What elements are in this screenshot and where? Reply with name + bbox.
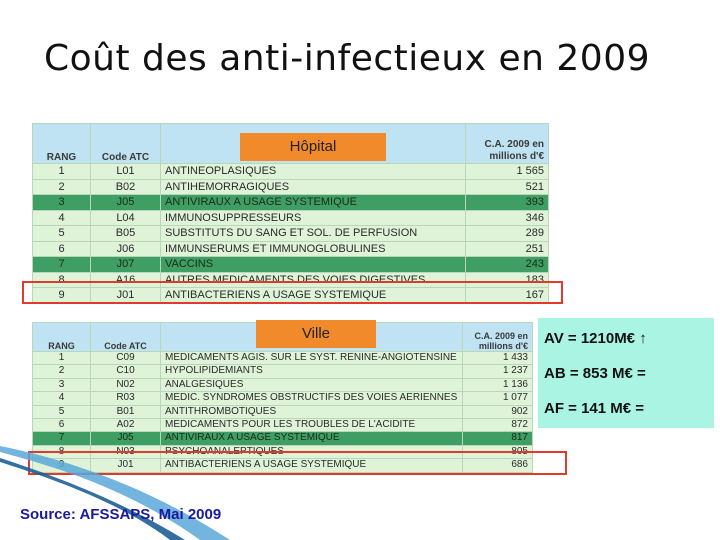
rank-cell: 5 <box>33 226 91 242</box>
value-cell: 521 <box>466 179 549 195</box>
value-cell: 167 <box>466 288 549 304</box>
name-cell: MEDIC. SYNDROMES OBSTRUCTIFS DES VOIES AERIENNES <box>161 392 463 405</box>
hospital-label: Hôpital <box>240 133 386 161</box>
code-cell: B05 <box>91 226 161 242</box>
summary-av: AV = 1210M€ ↑ <box>544 330 647 347</box>
header-code-atc: Code ATC <box>91 323 161 352</box>
name-cell: VACCINS <box>161 257 466 273</box>
rank-cell: 5 <box>33 405 91 418</box>
rank-cell: 6 <box>33 419 91 432</box>
value-cell: 1 565 <box>466 164 549 180</box>
name-cell: ANTITHROMBOTIQUES <box>161 405 463 418</box>
rank-cell: 8 <box>33 272 91 288</box>
name-cell: MEDICAMENTS POUR LES TROUBLES DE L'ACIDITE <box>161 419 463 432</box>
value-cell: 1 136 <box>463 378 533 391</box>
name-cell: SUBSTITUTS DU SANG ET SOL. DE PERFUSION <box>161 226 466 242</box>
code-cell: C10 <box>91 365 161 378</box>
rank-cell: 4 <box>33 392 91 405</box>
rank-cell: 4 <box>33 210 91 226</box>
value-cell: 243 <box>466 257 549 273</box>
value-cell: 902 <box>463 405 533 418</box>
header-ca-2009: C.A. 2009 en millions d'€ <box>463 323 533 352</box>
rank-cell: 3 <box>33 378 91 391</box>
code-cell: J01 <box>91 288 161 304</box>
code-cell: J07 <box>91 257 161 273</box>
name-cell: ANTINEOPLASIQUES <box>161 164 466 180</box>
rank-cell: 9 <box>33 288 91 304</box>
value-cell: 1 433 <box>463 352 533 365</box>
rank-cell: 7 <box>33 432 91 445</box>
rank-cell: 7 <box>33 257 91 273</box>
code-cell: C09 <box>91 352 161 365</box>
rank-cell: 2 <box>33 179 91 195</box>
value-cell: 872 <box>463 419 533 432</box>
code-cell: J05 <box>91 432 161 445</box>
value-cell: 393 <box>466 195 549 211</box>
rank-cell: 1 <box>33 164 91 180</box>
header-code-atc: Code ATC <box>91 124 161 164</box>
value-cell: 1 077 <box>463 392 533 405</box>
code-cell: B02 <box>91 179 161 195</box>
value-cell: 805 <box>463 445 533 458</box>
code-cell: N03 <box>91 445 161 458</box>
header-ca-2009: C.A. 2009 en millions d'€ <box>466 124 549 164</box>
name-cell: ANTIVIRAUX A USAGE SYSTEMIQUE <box>161 432 463 445</box>
value-cell: 289 <box>466 226 549 242</box>
code-cell: A02 <box>91 419 161 432</box>
code-cell: L04 <box>91 210 161 226</box>
value-cell: 346 <box>466 210 549 226</box>
name-cell: MEDICAMENTS AGIS. SUR LE SYST. RENINE-ANGIOTENSINE <box>161 352 463 365</box>
ville-label: Ville <box>256 320 376 348</box>
header-rank: RANG <box>33 323 91 352</box>
summary-ab: AB = 853 M€ = <box>544 365 646 382</box>
code-cell: A16 <box>91 272 161 288</box>
rank-cell: 2 <box>33 365 91 378</box>
slide-title: Coût des anti-infectieux en 2009 <box>44 38 651 79</box>
code-cell: L01 <box>91 164 161 180</box>
summary-af: AF = 141 M€ = <box>544 400 645 417</box>
name-cell: IMMUNSERUMS ET IMMUNOGLOBULINES <box>161 241 466 257</box>
name-cell: HYPOLIPIDEMIANTS <box>161 365 463 378</box>
name-cell: IMMUNOSUPPRESSEURS <box>161 210 466 226</box>
name-cell: AUTRES MEDICAMENTS DES VOIES DIGESTIVES <box>161 272 466 288</box>
source-citation: Source: AFSSAPS, Mai 2009 <box>20 506 222 523</box>
code-cell: B01 <box>91 405 161 418</box>
name-cell: ANTIBACTERIENS A USAGE SYSTEMIQUE <box>161 288 466 304</box>
rank-cell: 1 <box>33 352 91 365</box>
value-cell: 251 <box>466 241 549 257</box>
code-cell: N02 <box>91 378 161 391</box>
rank-cell: 8 <box>33 445 91 458</box>
name-cell: ANALGESIQUES <box>161 378 463 391</box>
code-cell: J01 <box>91 459 161 472</box>
name-cell: ANTIBACTERIENS A USAGE SYSTEMIQUE <box>161 459 463 472</box>
value-cell: 817 <box>463 432 533 445</box>
value-cell: 686 <box>463 459 533 472</box>
header-rank: RANG <box>33 124 91 164</box>
value-cell: 183 <box>466 272 549 288</box>
value-cell: 1 237 <box>463 365 533 378</box>
code-cell: J06 <box>91 241 161 257</box>
name-cell: ANTIHEMORRAGIQUES <box>161 179 466 195</box>
rank-cell: 3 <box>33 195 91 211</box>
rank-cell: 6 <box>33 241 91 257</box>
name-cell: PSYCHOANALEPTIQUES <box>161 445 463 458</box>
name-cell: ANTIVIRAUX A USAGE SYSTEMIQUE <box>161 195 466 211</box>
code-cell: J05 <box>91 195 161 211</box>
code-cell: R03 <box>91 392 161 405</box>
